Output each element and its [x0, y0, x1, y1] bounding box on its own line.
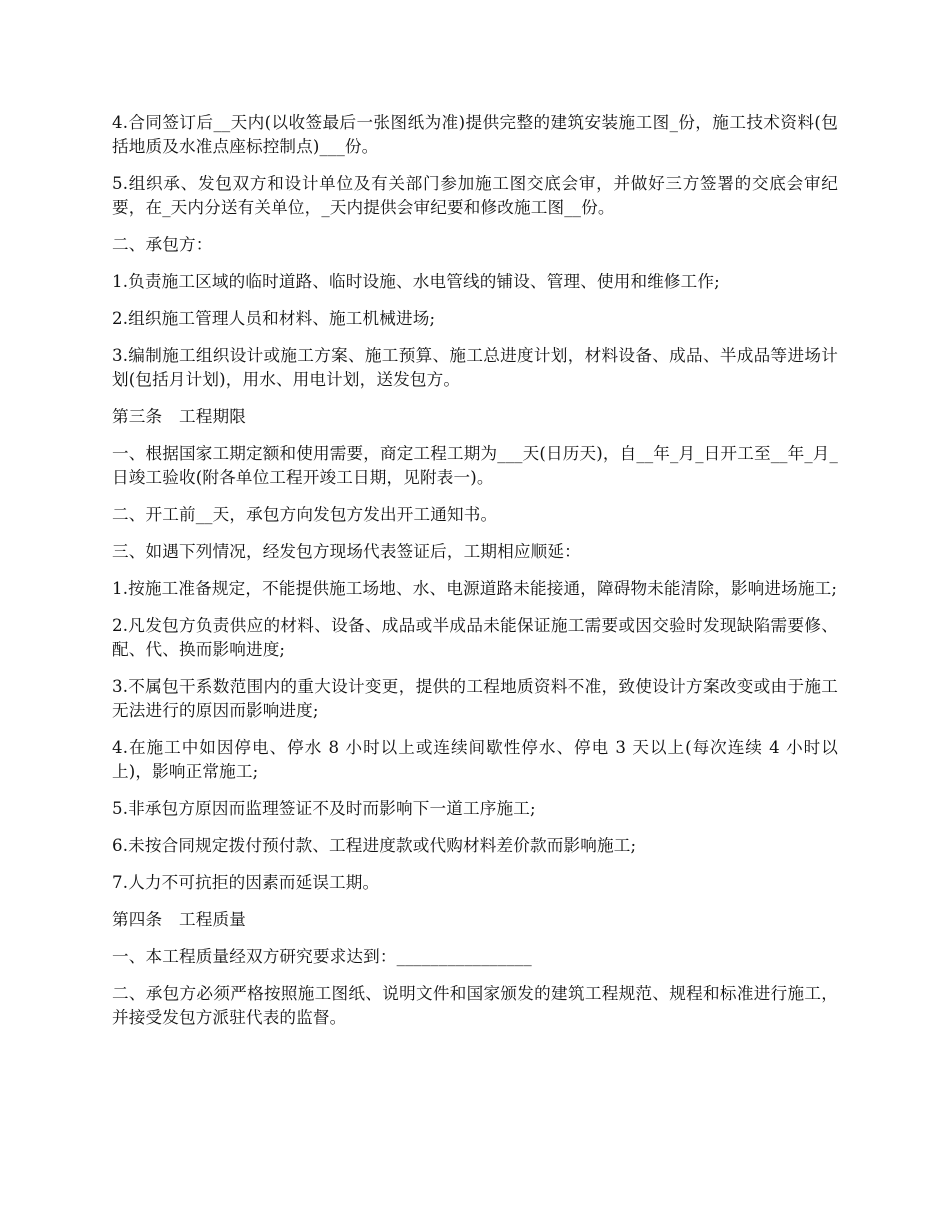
clause-paragraph: 4.在施工中如因停电、停水 8 小时以上或连续间歇性停水、停电 3 天以上(每次连续 4 小时以上)，影响正常施工; — [112, 738, 838, 781]
clause-paragraph: 一、根据国家工期定额和使用需要，商定工程工期为___天(日历天)，自__年_月_日开工至__年_月_日竣工验收(附各单位工程开竣工日期，见附表一)。 — [112, 444, 838, 487]
clause-paragraph: 5.非承包方原因而监理签证不及时而影响下一道工序施工; — [112, 799, 536, 818]
clause-paragraph: 4.合同签订后__天内(以收签最后一张图纸为准)提供完整的建筑安装施工图_份，施工技术资料(包括地质及水准点座标控制点)___份。 — [112, 113, 838, 156]
clause-paragraph: 3.编制施工组织设计或施工方案、施工预算、施工总进度计划，材料设备、成品、半成品等进场计划(包括月计划)，用水、用电计划，送发包方。 — [112, 346, 838, 389]
clause-paragraph: 三、如遇下列情况，经发包方现场代表签证后，工期相应顺延： — [112, 542, 581, 561]
clause-paragraph: 二、开工前__天，承包方向发包方发出开工通知书。 — [112, 505, 498, 524]
document-page — [112, 111, 838, 1043]
clause-paragraph: 2.组织施工管理人员和材料、施工机械进场; — [112, 309, 436, 328]
clause-paragraph: 2.凡发包方负责供应的材料、设备、成品或半成品未能保证施工需要或因交验时发现缺陷需要修、配、代、换而影响进度; — [112, 616, 838, 659]
section-heading: 二、承包方： — [112, 235, 213, 254]
article-heading: 第四条 工程质量 — [112, 910, 246, 929]
clause-paragraph: 3.不属包干系数范围内的重大设计变更，提供的工程地质资料不准，致使设计方案改变或由于施工无法进行的原因而影响进度; — [112, 677, 838, 720]
article-heading: 第三条 工程期限 — [112, 407, 246, 426]
clause-paragraph: 1.负责施工区域的临时道路、临时设施、水电管线的铺设、管理、使用和维修工作; — [112, 272, 720, 291]
clause-paragraph: 5.组织承、发包双方和设计单位及有关部门参加施工图交底会审，并做好三方签署的交底会审纪要，在_天内分送有关单位，_天内提供会审纪要和修改施工图__份。 — [112, 174, 838, 217]
clause-paragraph: 1.按施工准备规定，不能提供施工场地、水、电源道路未能接通，障碍物未能清除，影响进场施工; — [112, 579, 838, 598]
clause-paragraph: 二、承包方必须严格按照施工图纸、说明文件和国家颁发的建筑工程规范、规程和标准进行施工，并接受发包方派驻代表的监督。 — [112, 984, 838, 1027]
clause-paragraph: 一、本工程质量经双方研究要求达到：________________ — [112, 947, 532, 966]
clause-paragraph: 7.人力不可抗拒的因素而延误工期。 — [112, 873, 380, 892]
clause-paragraph: 6.未按合同规定拨付预付款、工程进度款或代购材料差价款而影响施工; — [112, 836, 637, 855]
